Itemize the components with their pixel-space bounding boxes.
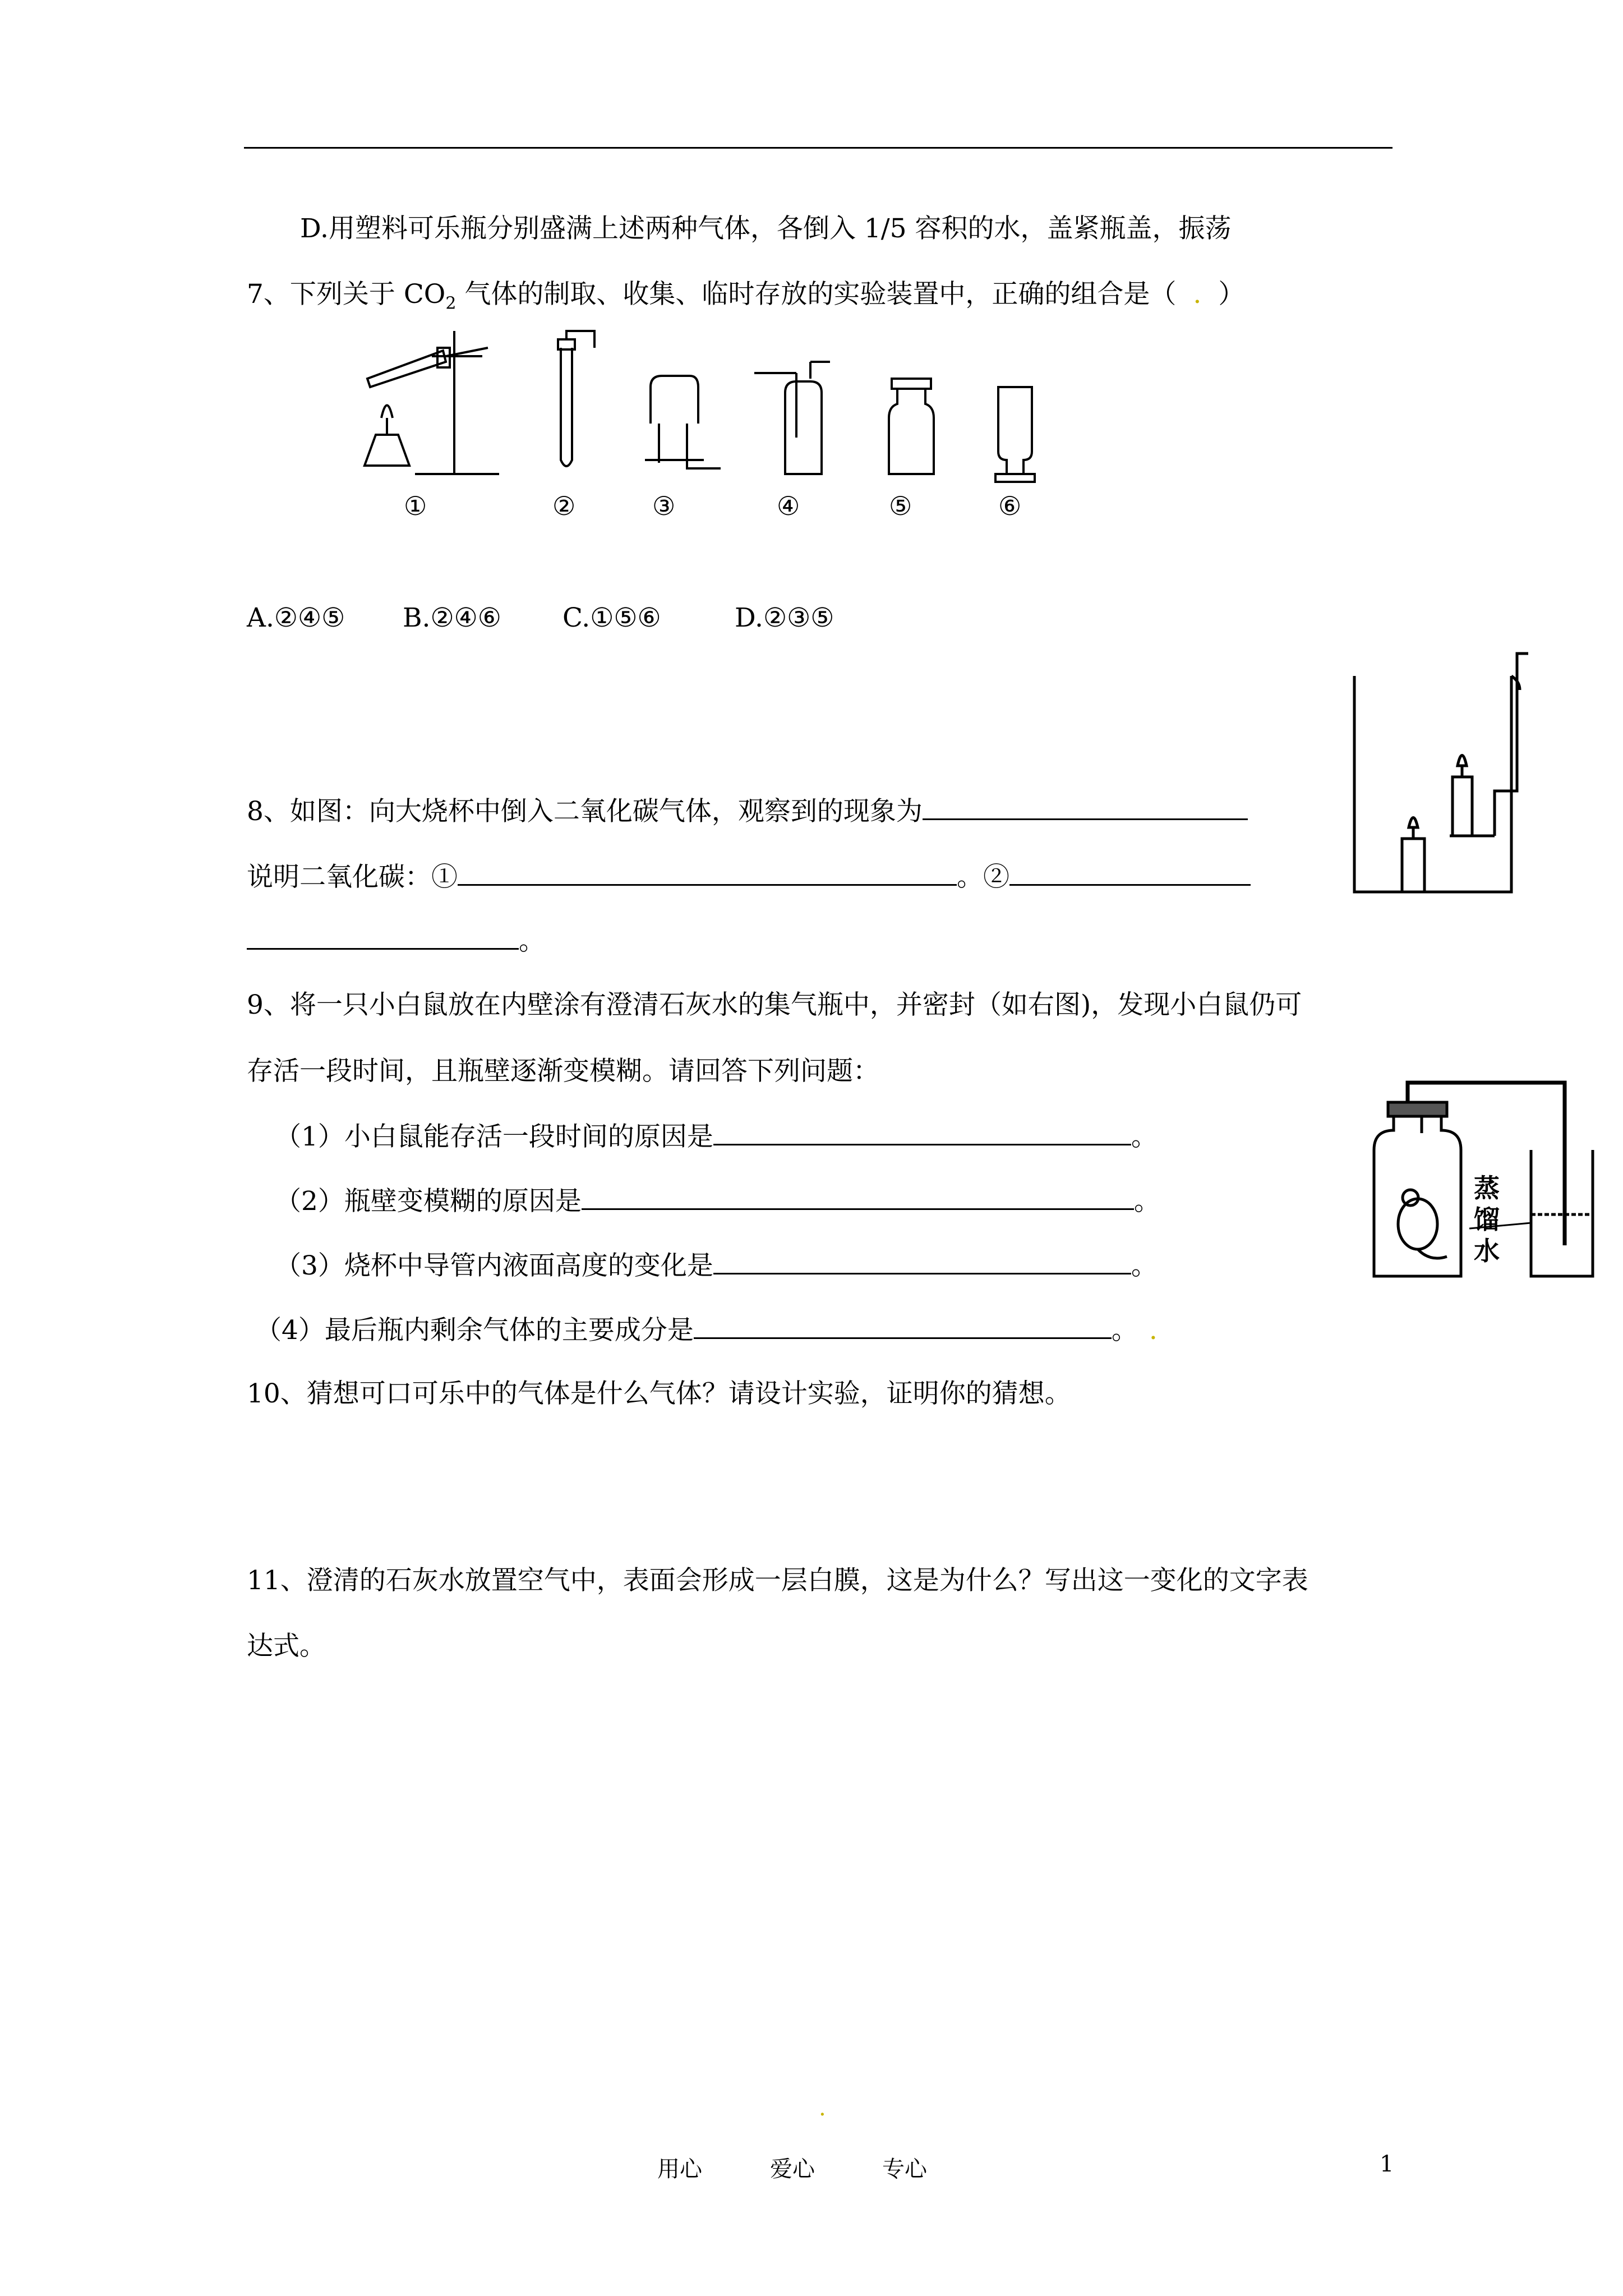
q9-sub-1: （1）小白鼠能存活一段时间的原因是 。 <box>275 1119 1158 1154</box>
q11-line-1: 11、澄清的石灰水放置空气中，表面会形成一层白膜，这是为什么？写出这一变化的文字表 <box>247 1565 1308 1596</box>
page-number: 1 <box>1380 2151 1394 2177</box>
apparatus-label-6: ⑥ <box>998 491 1022 521</box>
q9-sub-3: （3）烧杯中导管内液面高度的变化是 。 <box>275 1248 1158 1283</box>
q8-blank-property-1[interactable] <box>458 859 957 886</box>
q9-sub-4: （4）最后瓶内剩余气体的主要成分是 。 . <box>255 1313 1158 1347</box>
q8-blank-property-2[interactable] <box>1009 859 1251 886</box>
apparatus-label-4: ④ <box>777 491 800 521</box>
footer-item-1: 用心 <box>657 2156 702 2182</box>
q9-figure-label: 蒸馏水 <box>1474 1173 1500 1266</box>
apparatus-label-2: ② <box>552 491 576 521</box>
q8-line-1: 8、如图：向大烧杯中倒入二氧化碳气体，观察到的现象为 <box>247 794 1248 829</box>
q9-blank-2[interactable] <box>582 1184 1134 1210</box>
apparatus-label-1: ① <box>404 491 427 521</box>
q7-stem: 7、下列关于 $CO_2$ 气体的制取、收集、临时存放的实验装置中，正确的组合是（ . ） <box>247 279 1245 314</box>
q8-beaker-candles-figure <box>1352 651 1531 898</box>
q9-sub-2: （2）瓶壁变模糊的原因是 。 <box>275 1184 1160 1218</box>
header-rule <box>244 147 1393 149</box>
q9-line-1: 9、将一只小白鼠放在内壁涂有澄清石灰水的集气瓶中，并密封（如右图)，发现小白鼠仍可 <box>247 990 1302 1020</box>
apparatus-label-5: ⑤ <box>889 491 912 521</box>
q9-blank-1[interactable] <box>713 1119 1131 1145</box>
q8-blank-phenomenon[interactable] <box>923 794 1248 820</box>
q6-option-d: D.用塑料可乐瓶分别盛满上述两种气体，各倒入 1/5 容积的水，盖紧瓶盖，振荡 <box>300 213 1232 244</box>
document-page: D.用塑料可乐瓶分别盛满上述两种气体，各倒入 1/5 容积的水，盖紧瓶盖，振荡 7、下列关于 $CO_2$ 气体的制取、收集、临时存放的实验装置中，正确的组合是（ . ） ① ② ③ ④ ⑤ ⑥ A.②④⑤ B.②④⑥ C.①⑤⑥ D.②③⑤ 8、如图：向大烧杯中倒入二氧化碳气体，观察到的现象为 说明二氧化碳：① 。② 。 9、将一只小白鼠放在内壁涂有澄清石灰水的集气瓶中，并密封（如右图)，发现小白鼠仍可 存活一段时间，且瓶壁逐渐变模糊。请回答下列问题： （1）小白鼠能存活一段时间的原因是 。 （2）瓶壁变模糊的原因是 。 （3）烧杯中导管内液面高度的变化是 。 （4）最后瓶内剩余气体的主要成分是 。 . 蒸馏水 10、猜想可口可乐中的气体是什么气体？请设计实验，证明你的猜想。 11、澄清的石灰水放置空气中，表面会形成一层白膜，这是为什么？写出这一变化的文字表 达式。 . 用心 爱心 专心 1 <box>0 0 1623 2296</box>
footer-item-2: 爱心 <box>770 2156 815 2182</box>
q9-blank-4[interactable] <box>694 1313 1112 1339</box>
q8-line-2: 说明二氧化碳：① 。② <box>247 859 1251 894</box>
q7-option-b: B.②④⑥ <box>403 602 501 633</box>
q7-option-a: A.②④⑤ <box>247 602 345 633</box>
footer-item-3: 专心 <box>882 2156 927 2182</box>
q9-blank-3[interactable] <box>713 1248 1131 1274</box>
q11-line-2: 达式。 <box>247 1631 326 1662</box>
q8-line-3: 。 <box>247 923 545 958</box>
q10-text: 10、猜想可口可乐中的气体是什么气体？请设计实验，证明你的猜想。 <box>247 1378 1071 1409</box>
q7-option-c: C.①⑤⑥ <box>562 602 661 633</box>
q7-option-d: D.②③⑤ <box>735 602 834 633</box>
apparatus-label-3: ③ <box>652 491 676 521</box>
q8-blank-continued[interactable] <box>247 923 519 950</box>
q9-line-2: 存活一段时间，且瓶壁逐渐变模糊。请回答下列问题： <box>247 1056 879 1087</box>
q7-apparatus-figure <box>353 325 1082 488</box>
